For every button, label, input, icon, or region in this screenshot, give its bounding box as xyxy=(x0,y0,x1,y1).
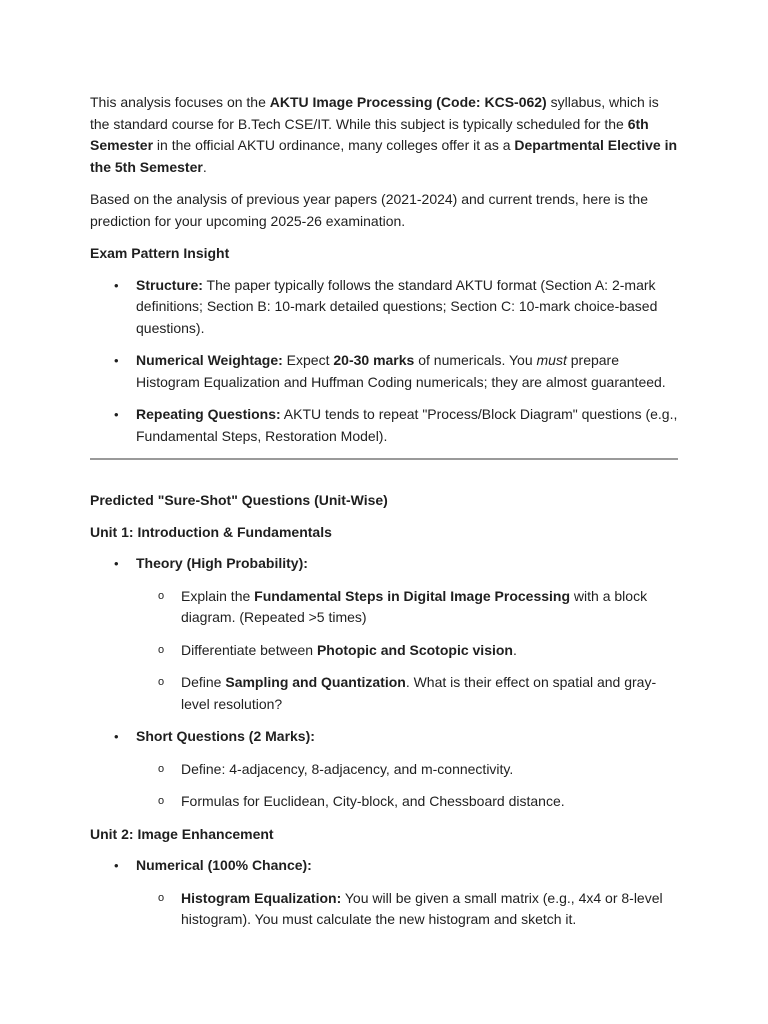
course-name: AKTU Image Processing (Code: KCS-062) xyxy=(269,94,547,110)
item-text: . What is their effect on spatial and gray-level resolution? xyxy=(181,674,657,712)
exam-pattern-heading: Exam Pattern Insight xyxy=(90,245,230,261)
sub-bullet-icon: o xyxy=(158,589,165,602)
item-text: Formulas for Euclidean, City-block, and Chessboard distance. xyxy=(181,793,565,809)
unit1-list xyxy=(90,553,678,813)
bullet-icon: • xyxy=(114,858,119,873)
intro-paragraph-1 xyxy=(90,92,678,178)
list-item xyxy=(90,759,678,781)
intro-text-3: in the official AKTU ordinance, many colleges offer it as a xyxy=(153,137,515,153)
item-bold: Sampling and Quantization xyxy=(225,674,406,690)
item-label: Short Questions (2 Marks): xyxy=(136,728,315,744)
item-text: Define xyxy=(181,674,226,690)
unit2-list xyxy=(90,855,678,931)
semester-name: 6th Semester xyxy=(90,115,649,153)
elective-name: Departmental Elective in the 5th Semester xyxy=(90,137,678,175)
list-item xyxy=(90,855,678,931)
sub-list xyxy=(90,759,678,813)
item-text: You will be given a small matrix (e.g., 4x4 or 8-level histogram). You must calculate the new histogram and sketch it. xyxy=(181,889,663,927)
intro-text-4: . xyxy=(202,158,207,175)
item-bold: 20-30 marks xyxy=(333,352,415,368)
sub-list xyxy=(90,586,678,716)
item-bold: Photopic and Scotopic vision xyxy=(316,641,513,658)
unit1-heading: Unit 1: Introduction & Fundamentals xyxy=(90,523,332,540)
unit2-heading: Unit 2: Image Enhancement xyxy=(90,825,274,842)
exam-pattern-list xyxy=(90,275,678,448)
sub-list xyxy=(90,888,678,931)
list-item xyxy=(90,791,678,813)
item-label: Structure: xyxy=(136,276,203,293)
item-label: Numerical Weightage: xyxy=(136,352,283,368)
intro-text-2: syllabus, which is the standard course for B.Tech CSE/IT. While this subject is typically scheduled for the xyxy=(90,94,659,132)
item-label: Repeating Questions: xyxy=(136,406,281,422)
item-text: Explain the xyxy=(181,587,255,604)
item-text: prepare Histogram Equalization and Huffman Coding numericals; they are almost guaranteed. xyxy=(136,352,666,390)
sub-bullet-icon: o xyxy=(158,891,165,904)
item-text: The paper typically follows the standard AKTU format (Section A: 2-mark definitions; Section B: 10-mark detailed questions; Section C: 10-mark choice-based questions). xyxy=(136,276,658,336)
list-item xyxy=(90,586,678,629)
intro-text-1: This analysis focuses on the xyxy=(90,94,270,110)
list-item xyxy=(90,672,678,715)
item-bold: Histogram Equalization: xyxy=(181,889,342,906)
horizontal-divider xyxy=(90,458,678,460)
list-item xyxy=(90,553,678,715)
sub-bullet-icon: o xyxy=(158,676,165,688)
intro-paragraph-2: Based on the analysis of previous year papers (2021-2024) and current trends, here is the prediction for your upcoming 2025-26 examination. xyxy=(90,191,648,229)
bullet-icon: • xyxy=(114,353,119,368)
item-label: Theory (High Probability): xyxy=(136,555,308,571)
bullet-icon: • xyxy=(114,407,119,422)
list-item xyxy=(90,888,678,931)
list-item xyxy=(90,350,678,393)
predicted-heading: Predicted "Sure-Shot" Questions (Unit-Wise) xyxy=(90,492,388,508)
item-bold: Fundamental Steps in Digital Image Processing xyxy=(254,587,571,604)
item-text: Define: 4-adjacency, 8-adjacency, and m-connectivity. xyxy=(181,760,514,777)
sub-bullet-icon: o xyxy=(158,762,165,775)
item-text: of numericals. You xyxy=(414,352,537,368)
sub-bullet-icon: o xyxy=(158,795,165,807)
bullet-icon: • xyxy=(114,556,119,571)
bullet-icon: • xyxy=(114,277,119,293)
bullet-icon: • xyxy=(114,729,119,744)
list-item xyxy=(90,640,678,662)
list-item xyxy=(90,404,678,447)
item-text: AKTU tends to repeat "Process/Block Diagram" questions (e.g., Fundamental Steps, Restoration Model). xyxy=(136,406,678,444)
sub-bullet-icon: o xyxy=(158,643,165,656)
item-text: with a block diagram. (Repeated >5 times) xyxy=(181,587,648,625)
list-item xyxy=(90,726,678,813)
item-text: Differentiate between xyxy=(181,641,317,658)
list-item xyxy=(90,275,678,340)
item-emphasis: must xyxy=(536,352,567,368)
item-text: Expect xyxy=(282,352,334,368)
item-text: . xyxy=(512,641,517,658)
item-label: Numerical (100% Chance): xyxy=(136,857,312,873)
